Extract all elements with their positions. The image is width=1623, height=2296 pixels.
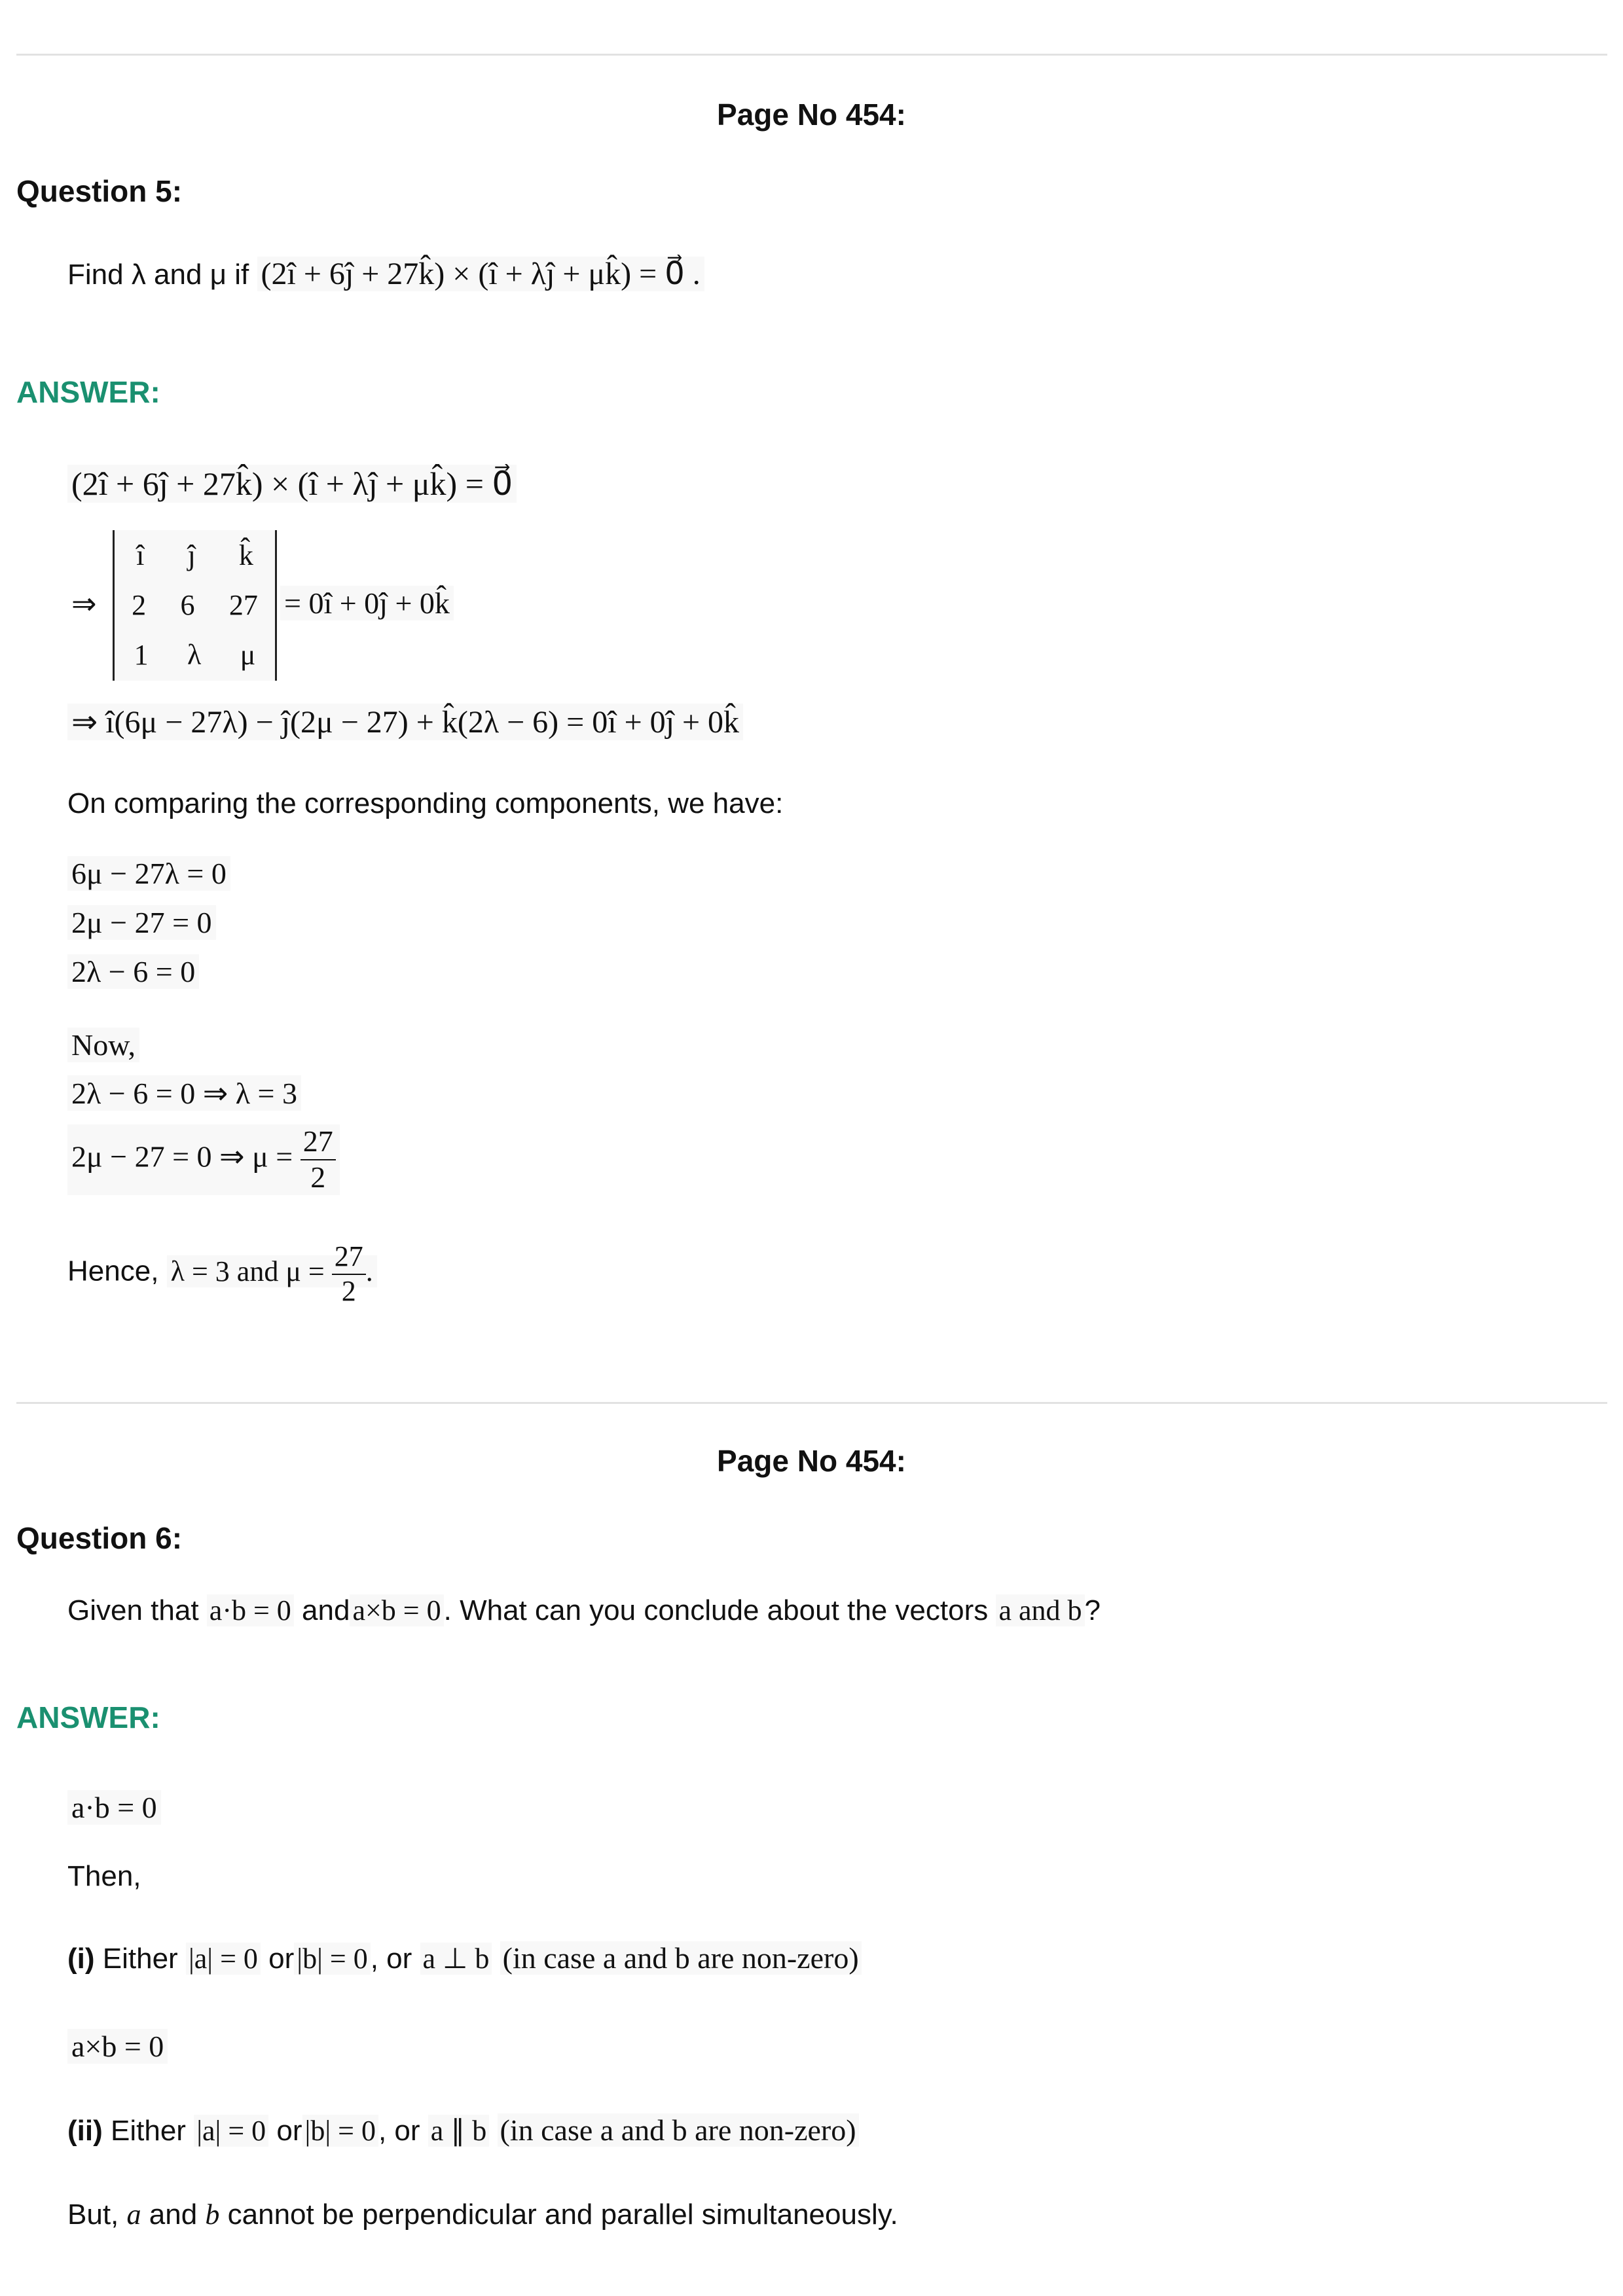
q5-system-3: 2λ − 6 = 0 bbox=[67, 954, 199, 989]
hence-expression: λ = 3 and μ = bbox=[170, 1255, 325, 1287]
q6-given-and: and bbox=[302, 1594, 350, 1626]
case-1-math-2: |b| = 0 bbox=[294, 1943, 370, 1975]
q5-det-rhs: = 0î + 0ĵ + 0k̂ bbox=[280, 586, 454, 620]
q6-conclusion bbox=[67, 2198, 898, 2231]
conclusion-suffix: cannot be perpendicular and parallel simultaneously. bbox=[227, 2198, 898, 2231]
case-2-label: (ii) bbox=[67, 2115, 103, 2147]
case-2-or-2: , or bbox=[378, 2115, 420, 2147]
page-label-2: Page No 454: bbox=[717, 1444, 906, 1478]
case-1-math-3: a ⊥ b bbox=[420, 1943, 492, 1975]
fraction-denominator: 2 bbox=[341, 1274, 356, 1307]
q5-fraction-mu bbox=[301, 1124, 336, 1195]
q5-det-arrow: ⇒ bbox=[71, 587, 97, 620]
conclusion-and: and bbox=[149, 2198, 198, 2231]
q5-system-1: 6μ − 27λ = 0 bbox=[67, 856, 230, 891]
det-row-1 bbox=[115, 530, 275, 580]
det-row-2 bbox=[115, 580, 275, 630]
q5-hence-fraction bbox=[332, 1240, 366, 1308]
fraction-numerator: 27 bbox=[332, 1240, 366, 1275]
q5-eq3: ⇒ î(6μ − 27λ) − ĵ(2μ − 27) + k̂(2λ − 6) = 0î + 0ĵ + 0k̂ bbox=[67, 704, 743, 740]
det-cell: μ bbox=[240, 638, 256, 671]
q5-hence bbox=[67, 1240, 377, 1308]
q5-solve-2-left: 2μ − 27 = 0 ⇒ μ = bbox=[71, 1139, 293, 1174]
q5-compare-text: On comparing the corresponding components, we have: bbox=[67, 787, 784, 819]
question-6-title: Question 6: bbox=[16, 1521, 183, 1555]
q6-given-eq2: a×b = 0 bbox=[350, 1594, 443, 1626]
q6-then: Then, bbox=[67, 1860, 141, 1892]
q6-dot-eq: a·b = 0 bbox=[67, 1790, 161, 1825]
q5-expression: (2î + 6ĵ + 27k̂) × (î + λĵ + μk̂) = 0⃗ . bbox=[257, 257, 704, 291]
q5-eq1: (2î + 6ĵ + 27k̂) × (î + λĵ + μk̂) = 0⃗ bbox=[67, 465, 517, 503]
divider-middle bbox=[16, 1402, 1607, 1404]
q5-now: Now, bbox=[67, 1028, 139, 1062]
q6-given-eq1: a·b = 0 bbox=[207, 1594, 294, 1626]
det-cell: 1 bbox=[134, 638, 149, 671]
question-6-statement bbox=[67, 1594, 1101, 1627]
q6-given-prefix: Given that bbox=[67, 1594, 199, 1626]
case-1-math-1: |a| = 0 bbox=[186, 1943, 261, 1975]
conclusion-vector-b: b bbox=[205, 2198, 220, 2231]
case-1-note: (in case a and b are non-zero) bbox=[500, 1941, 862, 1975]
q5-hence-expr bbox=[167, 1240, 377, 1307]
page-label: Page No 454: bbox=[717, 98, 906, 132]
fraction-numerator: 27 bbox=[301, 1124, 336, 1160]
q5-text-prefix: Find λ and μ if bbox=[67, 259, 249, 291]
det-cell: 27 bbox=[228, 588, 258, 621]
case-2-math-3: a ∥ b bbox=[428, 2115, 490, 2147]
q5-system-2: 2μ − 27 = 0 bbox=[67, 905, 216, 940]
q6-given-question-mark: ? bbox=[1084, 1594, 1101, 1626]
conclusion-vector-a: a bbox=[126, 2198, 141, 2231]
det-cell: 6 bbox=[180, 588, 195, 621]
case-1-or-2: , or bbox=[370, 1943, 412, 1975]
conclusion-prefix: But, bbox=[67, 2198, 119, 2231]
divider-top bbox=[16, 54, 1607, 56]
det-row-3 bbox=[115, 630, 275, 679]
det-cell: î bbox=[136, 539, 145, 571]
q6-cross-eq: a×b = 0 bbox=[67, 2029, 168, 2064]
q5-solve-2 bbox=[67, 1124, 340, 1195]
question-5-title: Question 5: bbox=[16, 174, 183, 208]
q6-given-suffix: . What can you conclude about the vectors bbox=[443, 1594, 989, 1626]
q6-given-vectors: a and b bbox=[996, 1594, 1084, 1626]
det-cell: k̂ bbox=[238, 539, 253, 571]
q5-solve-1: 2λ − 6 = 0 ⇒ λ = 3 bbox=[67, 1075, 301, 1111]
case-2-note: (in case a and b are non-zero) bbox=[498, 2113, 859, 2147]
case-2-text: Either bbox=[111, 2115, 186, 2147]
det-cell: λ bbox=[187, 638, 202, 671]
case-2-math-2: |b| = 0 bbox=[302, 2115, 378, 2147]
hence-period: . bbox=[365, 1255, 373, 1287]
question-5-statement bbox=[67, 255, 704, 292]
case-1-label: (i) bbox=[67, 1943, 95, 1975]
q6-case-2 bbox=[67, 2113, 859, 2147]
fraction-denominator: 2 bbox=[310, 1160, 326, 1194]
answer-label-6: ANSWER: bbox=[16, 1700, 160, 1734]
q6-case-1 bbox=[67, 1941, 862, 1975]
case-1-text: Either bbox=[102, 1943, 178, 1975]
q5-determinant bbox=[113, 530, 277, 681]
det-cell: ĵ bbox=[187, 539, 196, 571]
case-2-or-1: or bbox=[276, 2115, 302, 2147]
q5-hence-prefix: Hence, bbox=[67, 1255, 159, 1287]
case-1-or-1: or bbox=[268, 1943, 295, 1975]
answer-label-5: ANSWER: bbox=[16, 375, 160, 409]
case-2-math-1: |a| = 0 bbox=[194, 2115, 268, 2147]
det-cell: 2 bbox=[132, 588, 147, 621]
